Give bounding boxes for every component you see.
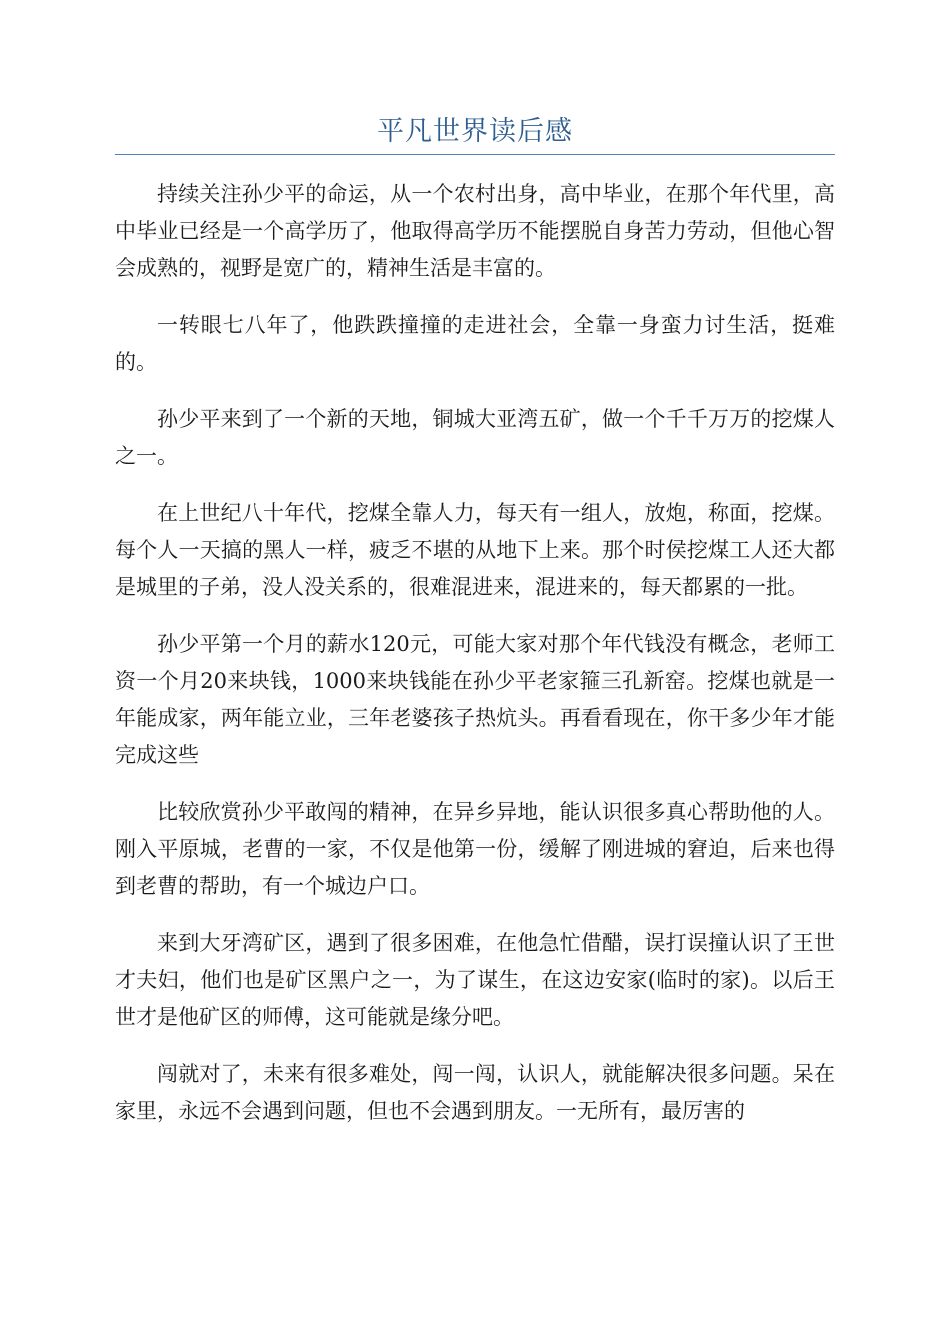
title-underline: [115, 154, 835, 155]
paragraph-3: 孙少平来到了一个新的天地，铜城大亚湾五矿，做一个千千万万的挖煤人之一。: [115, 407, 835, 468]
paragraph-5: 孙少平第一个月的薪水120元，可能大家对那个年代钱没有概念，老师工资一个月20来块钱，1000来块钱能在孙少平老家箍三孔新窑。挖煤也就是一年能成家，两年能立业，三年老婆孩子热炕头。再看看现在，你干多少年才能完成这些: [115, 632, 835, 767]
document-title: 平凡世界读后感: [377, 116, 573, 147]
paragraph-1: 持续关注孙少平的命运，从一个农村出身，高中毕业，在那个年代里，高中毕业已经是一个高学历了，他取得高学历不能摆脱自身苦力劳动，但他心智会成熟的，视野是宽广的，精神生活是丰富的。: [115, 182, 835, 280]
paragraph-2: 一转眼七八年了，他跌跌撞撞的走进社会，全靠一身蛮力讨生活，挺难的。: [115, 313, 835, 374]
paragraph-4: 在上世纪八十年代，挖煤全靠人力，每天有一组人，放炮，称面，挖煤。每个人一天搞的黑人一样，疲乏不堪的从地下上来。那个时侯挖煤工人还大都是城里的子弟，没人没关系的，很难混进来，混进来的，每天都累的一批。: [115, 501, 835, 599]
document-body: [115, 176, 835, 1150]
paragraph-7: 来到大牙湾矿区，遇到了很多困难，在他急忙借醋，误打误撞认识了王世才夫妇，他们也是矿区黑户之一，为了谋生，在这边安家(临时的家)。以后王世才是他矿区的师傅，这可能就是缘分吧。: [115, 931, 835, 1029]
paragraph-8: 闯就对了，未来有很多难处，闯一闯，认识人，就能解决很多问题。呆在家里，永远不会遇到问题，但也不会遇到朋友。一无所有，最厉害的: [115, 1062, 835, 1123]
paragraph-6: 比较欣赏孙少平敢闯的精神，在异乡异地，能认识很多真心帮助他的人。刚入平原城，老曹的一家，不仅是他第一份，缓解了刚进城的窘迫，后来也得到老曹的帮助，有一个城边户口。: [115, 800, 835, 898]
